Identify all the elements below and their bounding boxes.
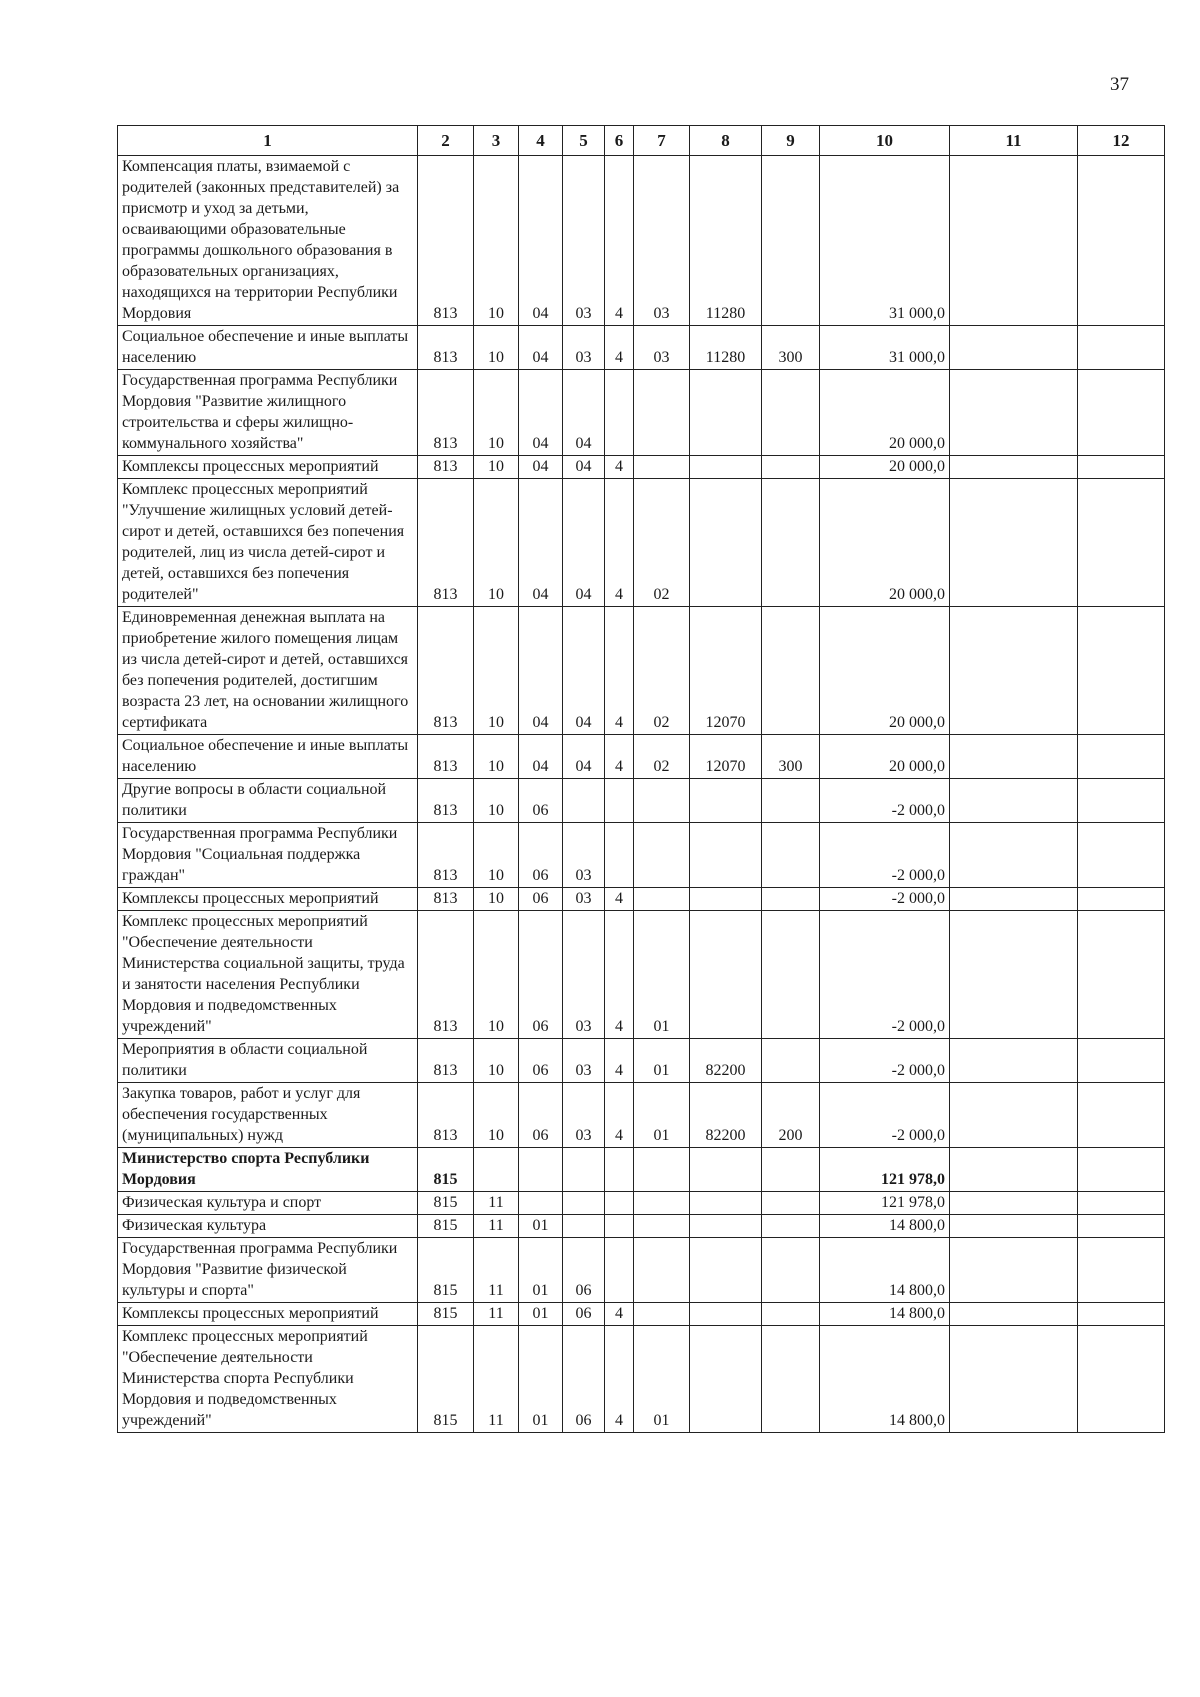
- table-row: [118, 1326, 1165, 1433]
- column-header-11: 11: [950, 126, 1078, 156]
- subprogram-type-cell: 4: [605, 479, 634, 607]
- amount-cell: -2 000,0: [820, 823, 950, 888]
- amount-cell: 20 000,0: [820, 735, 950, 779]
- page-number: 37: [1110, 74, 1129, 95]
- section-cell: 10: [474, 1039, 519, 1083]
- column-11-cell: [950, 1039, 1078, 1083]
- section-cell: 10: [474, 888, 519, 911]
- direction-cell: [690, 1303, 762, 1326]
- amount-cell: 20 000,0: [820, 479, 950, 607]
- table-row: [118, 370, 1165, 456]
- expense-type-cell: [762, 1039, 820, 1083]
- direction-cell: 11280: [690, 156, 762, 326]
- program-cell: 03: [563, 156, 605, 326]
- row-name-cell: Другие вопросы в области социальной политики: [118, 779, 418, 823]
- activity-cell: [634, 1238, 690, 1303]
- subprogram-type-cell: [605, 1148, 634, 1192]
- direction-cell: 12070: [690, 607, 762, 735]
- subprogram-type-cell: 4: [605, 735, 634, 779]
- direction-cell: [690, 456, 762, 479]
- subsection-cell: 04: [519, 156, 563, 326]
- column-11-cell: [950, 1326, 1078, 1433]
- column-11-cell: [950, 1148, 1078, 1192]
- section-cell: 10: [474, 326, 519, 370]
- column-11-cell: [950, 1083, 1078, 1148]
- row-name-cell: Компенсация платы, взимаемой с родителей (законных представителей) за присмотр и уход за детьми, осваивающими образовательные программы дошкольного образования в образовательных организациях, находящихся на территории Республики Мордовия: [118, 156, 418, 326]
- section-cell: 11: [474, 1326, 519, 1433]
- program-cell: 04: [563, 370, 605, 456]
- row-name-cell: Комплексы процессных мероприятий: [118, 888, 418, 911]
- expense-type-cell: [762, 1303, 820, 1326]
- code-admin-cell: 813: [418, 888, 474, 911]
- activity-cell: [634, 1303, 690, 1326]
- subsection-cell: 06: [519, 1039, 563, 1083]
- expense-type-cell: 300: [762, 326, 820, 370]
- column-11-cell: [950, 479, 1078, 607]
- activity-cell: [634, 1148, 690, 1192]
- activity-cell: [634, 779, 690, 823]
- direction-cell: 12070: [690, 735, 762, 779]
- table-body: [118, 156, 1165, 1433]
- expense-type-cell: [762, 1192, 820, 1215]
- direction-cell: [690, 823, 762, 888]
- code-admin-cell: 813: [418, 823, 474, 888]
- expense-type-cell: [762, 456, 820, 479]
- table-row: [118, 326, 1165, 370]
- column-header-1: 1: [118, 126, 418, 156]
- subprogram-type-cell: 4: [605, 888, 634, 911]
- amount-cell: -2 000,0: [820, 1039, 950, 1083]
- column-12-cell: [1078, 156, 1165, 326]
- code-admin-cell: 815: [418, 1148, 474, 1192]
- table-row: [118, 888, 1165, 911]
- code-admin-cell: 813: [418, 779, 474, 823]
- activity-cell: [634, 1215, 690, 1238]
- column-12-cell: [1078, 735, 1165, 779]
- direction-cell: [690, 479, 762, 607]
- subprogram-type-cell: [605, 1238, 634, 1303]
- amount-cell: -2 000,0: [820, 911, 950, 1039]
- program-cell: 03: [563, 911, 605, 1039]
- subsection-cell: 06: [519, 911, 563, 1039]
- column-11-cell: [950, 823, 1078, 888]
- section-cell: 10: [474, 456, 519, 479]
- program-cell: 04: [563, 479, 605, 607]
- column-11-cell: [950, 1192, 1078, 1215]
- column-12-cell: [1078, 1148, 1165, 1192]
- row-name-cell: Физическая культура и спорт: [118, 1192, 418, 1215]
- subprogram-type-cell: [605, 1215, 634, 1238]
- column-11-cell: [950, 1303, 1078, 1326]
- column-header-6: 6: [605, 126, 634, 156]
- table-row: [118, 1303, 1165, 1326]
- amount-cell: 14 800,0: [820, 1303, 950, 1326]
- column-12-cell: [1078, 1303, 1165, 1326]
- row-name-cell: Физическая культура: [118, 1215, 418, 1238]
- column-11-cell: [950, 156, 1078, 326]
- activity-cell: 02: [634, 479, 690, 607]
- subsection-cell: 04: [519, 326, 563, 370]
- table-row: [118, 779, 1165, 823]
- direction-cell: [690, 1238, 762, 1303]
- program-cell: [563, 1148, 605, 1192]
- column-header-5: 5: [563, 126, 605, 156]
- program-cell: [563, 779, 605, 823]
- subprogram-type-cell: 4: [605, 1083, 634, 1148]
- column-header-4: 4: [519, 126, 563, 156]
- code-admin-cell: 815: [418, 1192, 474, 1215]
- expense-type-cell: [762, 479, 820, 607]
- table-row: [118, 1039, 1165, 1083]
- table-row: [118, 456, 1165, 479]
- code-admin-cell: 813: [418, 1039, 474, 1083]
- amount-cell: 20 000,0: [820, 607, 950, 735]
- subprogram-type-cell: 4: [605, 456, 634, 479]
- expense-type-cell: [762, 1238, 820, 1303]
- program-cell: 03: [563, 888, 605, 911]
- column-11-cell: [950, 911, 1078, 1039]
- column-12-cell: [1078, 911, 1165, 1039]
- subprogram-type-cell: 4: [605, 156, 634, 326]
- activity-cell: 01: [634, 1326, 690, 1433]
- section-cell: 10: [474, 479, 519, 607]
- column-11-cell: [950, 1215, 1078, 1238]
- subprogram-type-cell: [605, 779, 634, 823]
- subsection-cell: 01: [519, 1238, 563, 1303]
- expense-type-cell: [762, 607, 820, 735]
- row-name-cell: Государственная программа Республики Мордовия "Развитие жилищного строительства и сферы жилищно-коммунального хозяйства": [118, 370, 418, 456]
- expense-type-cell: 200: [762, 1083, 820, 1148]
- row-name-cell: Государственная программа Республики Мордовия "Социальная поддержка граждан": [118, 823, 418, 888]
- column-header-7: 7: [634, 126, 690, 156]
- column-header-2: 2: [418, 126, 474, 156]
- column-12-cell: [1078, 1039, 1165, 1083]
- expense-type-cell: [762, 911, 820, 1039]
- program-cell: 06: [563, 1303, 605, 1326]
- expense-type-cell: [762, 888, 820, 911]
- row-name-cell: Комплексы процессных мероприятий: [118, 456, 418, 479]
- column-12-cell: [1078, 1215, 1165, 1238]
- row-name-cell: Государственная программа Республики Мордовия "Развитие физической культуры и спорта": [118, 1238, 418, 1303]
- program-cell: 06: [563, 1326, 605, 1433]
- activity-cell: 03: [634, 156, 690, 326]
- column-11-cell: [950, 326, 1078, 370]
- code-admin-cell: 813: [418, 911, 474, 1039]
- code-admin-cell: 815: [418, 1326, 474, 1433]
- amount-cell: -2 000,0: [820, 779, 950, 823]
- column-11-cell: [950, 456, 1078, 479]
- program-cell: [563, 1215, 605, 1238]
- subprogram-type-cell: [605, 823, 634, 888]
- row-name-cell: Комплексы процессных мероприятий: [118, 1303, 418, 1326]
- subsection-cell: 04: [519, 479, 563, 607]
- program-cell: 03: [563, 823, 605, 888]
- subsection-cell: 01: [519, 1303, 563, 1326]
- expense-type-cell: [762, 779, 820, 823]
- code-admin-cell: 815: [418, 1238, 474, 1303]
- activity-cell: [634, 370, 690, 456]
- row-name-cell: Комплекс процессных мероприятий "Улучшение жилищных условий детей-сирот и детей, оставшихся без попечения родителей, лиц из числа детей-сирот и детей, оставшихся без попечения родителей": [118, 479, 418, 607]
- amount-cell: -2 000,0: [820, 888, 950, 911]
- code-admin-cell: 813: [418, 735, 474, 779]
- program-cell: [563, 1192, 605, 1215]
- subsection-cell: 04: [519, 735, 563, 779]
- program-cell: 04: [563, 607, 605, 735]
- program-cell: 04: [563, 735, 605, 779]
- column-header-9: 9: [762, 126, 820, 156]
- column-11-cell: [950, 735, 1078, 779]
- column-header-12: 12: [1078, 126, 1165, 156]
- column-12-cell: [1078, 823, 1165, 888]
- amount-cell: 121 978,0: [820, 1192, 950, 1215]
- expense-type-cell: 300: [762, 735, 820, 779]
- direction-cell: [690, 888, 762, 911]
- subsection-cell: 06: [519, 1083, 563, 1148]
- subsection-cell: 01: [519, 1326, 563, 1433]
- amount-cell: 14 800,0: [820, 1326, 950, 1433]
- activity-cell: 02: [634, 735, 690, 779]
- section-cell: 11: [474, 1238, 519, 1303]
- amount-cell: 20 000,0: [820, 370, 950, 456]
- program-cell: 03: [563, 326, 605, 370]
- expense-type-cell: [762, 823, 820, 888]
- column-12-cell: [1078, 1238, 1165, 1303]
- subsection-cell: 06: [519, 779, 563, 823]
- expense-type-cell: [762, 1326, 820, 1433]
- direction-cell: 82200: [690, 1039, 762, 1083]
- subprogram-type-cell: 4: [605, 1326, 634, 1433]
- row-name-cell: Мероприятия в области социальной политики: [118, 1039, 418, 1083]
- table-row: [118, 607, 1165, 735]
- column-header-8: 8: [690, 126, 762, 156]
- row-name-cell: Социальное обеспечение и иные выплаты населению: [118, 735, 418, 779]
- table-row: [118, 911, 1165, 1039]
- subprogram-type-cell: 4: [605, 326, 634, 370]
- column-11-cell: [950, 370, 1078, 456]
- table-row: [118, 156, 1165, 326]
- column-11-cell: [950, 779, 1078, 823]
- code-admin-cell: 815: [418, 1303, 474, 1326]
- direction-cell: [690, 779, 762, 823]
- subsection-cell: 06: [519, 888, 563, 911]
- program-cell: 04: [563, 456, 605, 479]
- subsection-cell: 04: [519, 607, 563, 735]
- direction-cell: 11280: [690, 326, 762, 370]
- code-admin-cell: 813: [418, 326, 474, 370]
- table-row: [118, 479, 1165, 607]
- row-name-cell: Комплекс процессных мероприятий "Обеспечение деятельности Министерства спорта Республики Мордовия и подведомственных учреждений": [118, 1326, 418, 1433]
- activity-cell: 01: [634, 1039, 690, 1083]
- activity-cell: [634, 456, 690, 479]
- subprogram-type-cell: 4: [605, 607, 634, 735]
- table-row: [118, 1192, 1165, 1215]
- table-row: [118, 1215, 1165, 1238]
- code-admin-cell: 813: [418, 456, 474, 479]
- amount-cell: 31 000,0: [820, 156, 950, 326]
- header-row: [118, 126, 1165, 156]
- amount-cell: -2 000,0: [820, 1083, 950, 1148]
- subsection-cell: 04: [519, 370, 563, 456]
- direction-cell: [690, 1215, 762, 1238]
- activity-cell: [634, 888, 690, 911]
- table-row: [118, 823, 1165, 888]
- section-cell: 10: [474, 911, 519, 1039]
- table-row: [118, 1083, 1165, 1148]
- code-admin-cell: 813: [418, 370, 474, 456]
- code-admin-cell: 813: [418, 1083, 474, 1148]
- subprogram-type-cell: 4: [605, 1303, 634, 1326]
- activity-cell: [634, 823, 690, 888]
- subsection-cell: [519, 1148, 563, 1192]
- section-cell: 10: [474, 370, 519, 456]
- expense-type-cell: [762, 1215, 820, 1238]
- column-header-3: 3: [474, 126, 519, 156]
- row-name-cell: Закупка товаров, работ и услуг для обеспечения государственных (муниципальных) нужд: [118, 1083, 418, 1148]
- subsection-cell: 06: [519, 823, 563, 888]
- column-header-10: 10: [820, 126, 950, 156]
- activity-cell: 01: [634, 911, 690, 1039]
- section-cell: 11: [474, 1215, 519, 1238]
- amount-cell: 20 000,0: [820, 456, 950, 479]
- direction-cell: [690, 1326, 762, 1433]
- section-cell: 10: [474, 607, 519, 735]
- section-cell: [474, 1148, 519, 1192]
- section-cell: 11: [474, 1192, 519, 1215]
- code-admin-cell: 813: [418, 607, 474, 735]
- direction-cell: [690, 370, 762, 456]
- section-cell: 10: [474, 823, 519, 888]
- amount-cell: 31 000,0: [820, 326, 950, 370]
- section-cell: 10: [474, 735, 519, 779]
- column-11-cell: [950, 1238, 1078, 1303]
- section-cell: 10: [474, 156, 519, 326]
- code-admin-cell: 813: [418, 156, 474, 326]
- column-12-cell: [1078, 326, 1165, 370]
- table-row: [118, 1148, 1165, 1192]
- direction-cell: [690, 911, 762, 1039]
- activity-cell: 01: [634, 1083, 690, 1148]
- program-cell: 03: [563, 1083, 605, 1148]
- column-12-cell: [1078, 1192, 1165, 1215]
- section-cell: 11: [474, 1303, 519, 1326]
- column-11-cell: [950, 888, 1078, 911]
- column-12-cell: [1078, 1083, 1165, 1148]
- subprogram-type-cell: 4: [605, 1039, 634, 1083]
- row-name-cell: Единовременная денежная выплата на приобретение жилого помещения лицам из числа детей-сирот и детей, оставшихся без попечения родителей, достигшим возраста 23 лет, на основании жилищного сертификата: [118, 607, 418, 735]
- expense-type-cell: [762, 156, 820, 326]
- subsection-cell: [519, 1192, 563, 1215]
- program-cell: 03: [563, 1039, 605, 1083]
- expense-type-cell: [762, 1148, 820, 1192]
- subprogram-type-cell: [605, 1192, 634, 1215]
- row-name-cell: Комплекс процессных мероприятий "Обеспечение деятельности Министерства социальной защиты, труда и занятости населения Республики Мордовия и подведомственных учреждений": [118, 911, 418, 1039]
- budget-table: [117, 125, 1165, 1433]
- subprogram-type-cell: [605, 370, 634, 456]
- direction-cell: [690, 1148, 762, 1192]
- column-12-cell: [1078, 779, 1165, 823]
- column-12-cell: [1078, 370, 1165, 456]
- code-admin-cell: 815: [418, 1215, 474, 1238]
- column-12-cell: [1078, 1326, 1165, 1433]
- column-12-cell: [1078, 607, 1165, 735]
- row-name-cell: Министерство спорта Республики Мордовия: [118, 1148, 418, 1192]
- code-admin-cell: 813: [418, 479, 474, 607]
- amount-cell: 14 800,0: [820, 1238, 950, 1303]
- table-row: [118, 1238, 1165, 1303]
- amount-cell: 121 978,0: [820, 1148, 950, 1192]
- subprogram-type-cell: 4: [605, 911, 634, 1039]
- section-cell: 10: [474, 779, 519, 823]
- amount-cell: 14 800,0: [820, 1215, 950, 1238]
- table-row: [118, 735, 1165, 779]
- expense-type-cell: [762, 370, 820, 456]
- activity-cell: [634, 1192, 690, 1215]
- direction-cell: [690, 1192, 762, 1215]
- subsection-cell: 04: [519, 456, 563, 479]
- activity-cell: 03: [634, 326, 690, 370]
- subsection-cell: 01: [519, 1215, 563, 1238]
- column-12-cell: [1078, 479, 1165, 607]
- column-12-cell: [1078, 888, 1165, 911]
- column-12-cell: [1078, 456, 1165, 479]
- activity-cell: 02: [634, 607, 690, 735]
- row-name-cell: Социальное обеспечение и иные выплаты населению: [118, 326, 418, 370]
- column-11-cell: [950, 607, 1078, 735]
- section-cell: 10: [474, 1083, 519, 1148]
- program-cell: 06: [563, 1238, 605, 1303]
- direction-cell: 82200: [690, 1083, 762, 1148]
